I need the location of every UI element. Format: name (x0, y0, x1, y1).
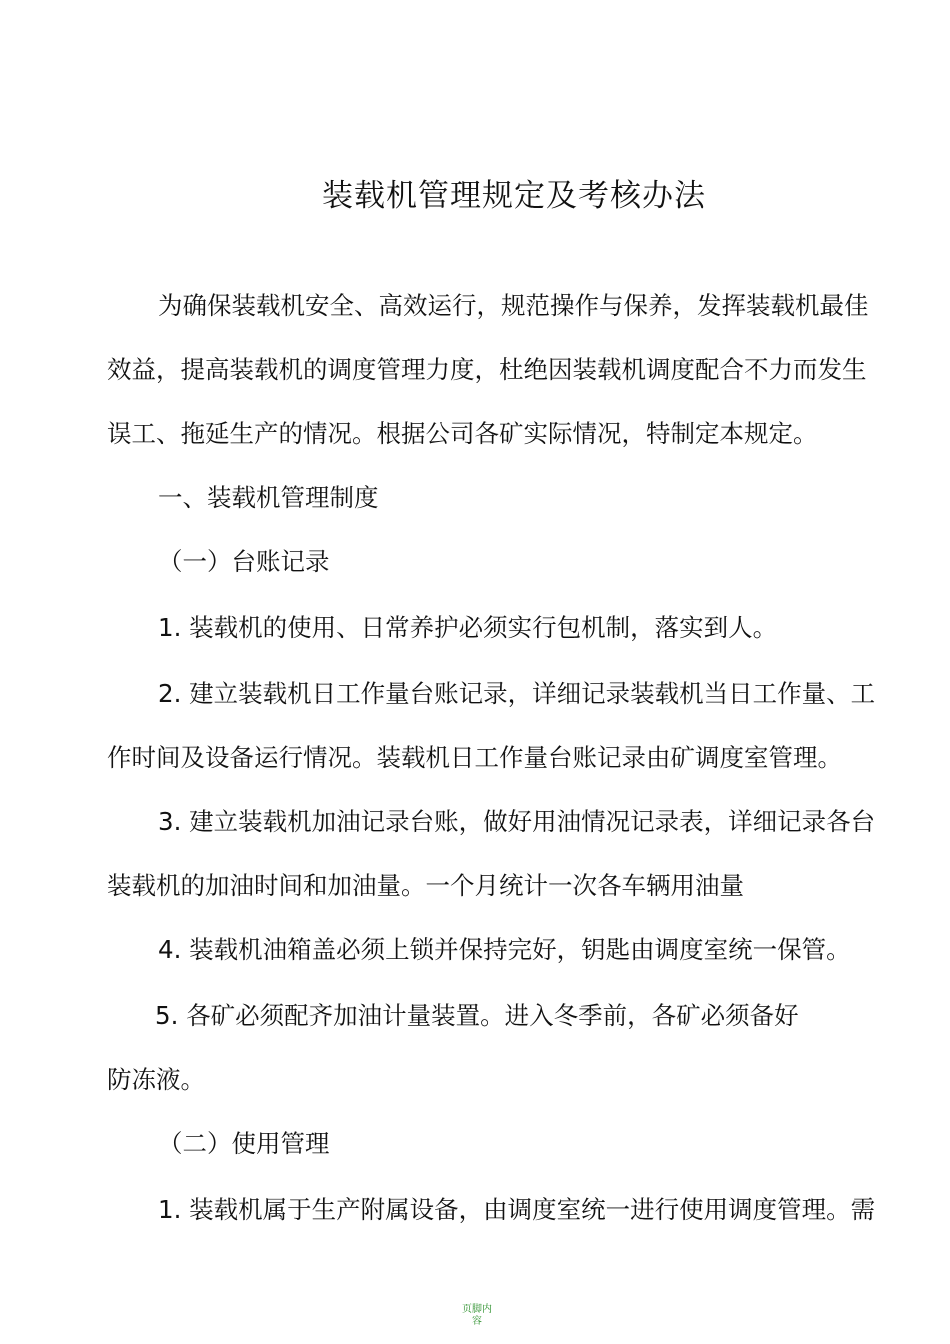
paragraph-line: 为确保装载机安全、高效运行，规范操作与保养，发挥装载机最佳 (158, 291, 869, 320)
paragraph-line: 误工、拖延生产的情况。根据公司各矿实际情况，特制定本规定。 (107, 419, 818, 448)
list-item-continuation: 防冻液。 (107, 1065, 205, 1094)
list-item: 2. 建立装载机日工作量台账记录，详细记录装载机当日工作量、工 (158, 679, 876, 708)
document-title: 装载机管理规定及考核办法 (322, 178, 706, 214)
list-item-continuation: 装载机的加油时间和加油量。一个月统计一次各车辆用油量 (107, 871, 744, 900)
list-item: 5. 各矿必须配齐加油计量装置。进入冬季前，各矿必须备好 (155, 1001, 799, 1030)
section-heading: 一、装载机管理制度 (158, 483, 379, 512)
list-item: 4. 装载机油箱盖必须上锁并保持完好，钥匙由调度室统一保管。 (158, 935, 851, 964)
list-item: 1. 装载机的使用、日常养护必须实行包机制，落实到人。 (158, 613, 778, 642)
subsection-heading: （一）台账记录 (158, 547, 330, 576)
list-item-continuation: 作时间及设备运行情况。装载机日工作量台账记录由矿调度室管理。 (107, 743, 842, 772)
paragraph-line: 效益，提高装载机的调度管理力度，杜绝因装载机调度配合不力而发生 (107, 355, 867, 384)
page-footer: 页脚内容 (462, 1304, 492, 1327)
list-item: 3. 建立装载机加油记录台账，做好用油情况记录表，详细记录各台 (158, 807, 876, 836)
list-item: 1. 装载机属于生产附属设备，由调度室统一进行使用调度管理。需 (158, 1195, 876, 1224)
subsection-heading: （二）使用管理 (158, 1129, 330, 1158)
